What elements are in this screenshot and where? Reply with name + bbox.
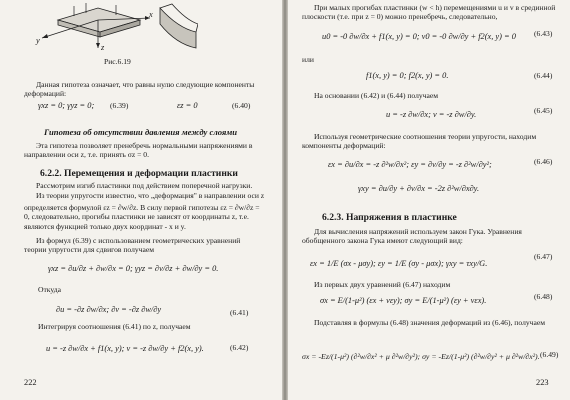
hypothesis-heading: Гипотеза об отсутствии давления между слоями [44, 127, 238, 137]
equation-6-45: u = -z ∂w/∂x; v = -z ∂w/∂y. [386, 110, 477, 119]
equation-number: (6.42) [230, 343, 249, 352]
axis-x-label: x [149, 10, 153, 19]
paragraph: Используя геометрические соотношения теории упругости, находим компоненты деформаций: [302, 132, 537, 151]
right-page [288, 0, 570, 400]
paragraph: или [302, 55, 314, 64]
paragraph: Подставляя в формулы (6.48) значения деформаций из (6.46), получаем [314, 318, 546, 327]
equation-number: (6.45) [534, 106, 553, 115]
paragraph: Из теории упругости известно, что „деформация" в направлении оси z [36, 191, 265, 200]
equation-number: (6.44) [534, 71, 553, 80]
figure-caption: Рис.6.19 [104, 57, 131, 66]
paragraph: определяется формулой εz = ∂w/∂z. В силу первой гипотезы εz = ∂w/∂z = 0, следовательно, прогибы пластинки не зависят от координаты z, т.е. являются функцией только двух координат - x и y. [24, 203, 260, 231]
equation-shear: γxz = ∂u/∂z + ∂w/∂x = 0; γyz = ∂v/∂z + ∂w/∂y = 0. [48, 264, 219, 273]
equation-6-41: ∂u = -∂z ∂w/∂x; ∂v = -∂z ∂w/∂y [56, 305, 162, 314]
equation-6-40: εz = 0 [177, 101, 198, 110]
paragraph: При малых прогибах пластинки (w < h) перемещениями u и v в срединной плоскости (т.е. при z = 0) можно пренебречь, следовательно, [302, 3, 556, 22]
paragraph: Из первых двух уравнений (6.47) находим [314, 280, 451, 289]
equation-6-46a: εx = ∂u/∂x = -z ∂²w/∂x²; εy = ∂v/∂y = -z ∂²w/∂y²; [328, 160, 492, 169]
section-heading: 6.2.2. Перемещения и деформации пластинки [40, 168, 238, 179]
equation-number: (6.48) [534, 292, 553, 301]
page-number: 223 [536, 378, 549, 387]
page-number: 222 [24, 378, 37, 387]
equation-6-47: εx = 1/E (σx - μσy); εy = 1/E (σy - μσx); γxy = τxy/G. [310, 259, 488, 268]
section-heading: 6.2.3. Напряжения в пластинке [322, 212, 457, 223]
axis-z-label: z [101, 43, 105, 52]
y-axis-arrow [42, 34, 48, 38]
equation-number: (6.47) [534, 252, 553, 261]
equation-number: (6.46) [534, 157, 553, 166]
equation-number: (6.49) [540, 350, 559, 359]
equation-6-43: u0 = -0 ∂w/∂x + f1(x, y) = 0; v0 = -0 ∂w/∂y + f2(x, y) = 0 [322, 32, 516, 41]
left-page [0, 0, 282, 400]
z-axis-arrow [96, 43, 100, 48]
paragraph: На основании (6.42) и (6.44) получаем [314, 91, 439, 100]
equation-6-44: f1(x, y) = 0; f2(x, y) = 0. [366, 71, 449, 80]
equation-number: (6.41) [230, 308, 249, 317]
paragraph: Интегрируя соотношения (6.41) по z, получаем [38, 322, 191, 331]
paragraph: Данная гипотеза означает, что равны нулю следующие компоненты деформаций: [24, 80, 255, 99]
equation-number: (6.43) [534, 29, 553, 38]
plate-figure [28, 2, 198, 54]
paragraph: Эта гипотеза позволяет пренебречь нормальными напряжениями в направлении оси z, т.е. принять σz = 0. [24, 141, 253, 160]
equation-6-49: σx = -Ez/(1-μ²) (∂²w/∂x² + μ ∂²w/∂y²); σy = -Ez/(1-μ²) (∂²w/∂y² + μ ∂²w/∂x²). [302, 352, 540, 361]
bent-plate [160, 8, 196, 48]
axis-y-label: y [36, 36, 40, 45]
paragraph: Для вычисления напряжений используем закон Гука. Уравнения обобщенного закона Гука имеют следующий вид: [302, 227, 522, 246]
equation-number: (6.39) [110, 101, 129, 110]
equation-6-39: γxz = 0; γyz = 0; [38, 101, 95, 110]
paragraph: Рассмотрим изгиб пластинки под действием поперечной нагрузки. [36, 181, 253, 190]
equation-6-46b: γxy = ∂u/∂y + ∂v/∂x = -2z ∂²w/∂x∂y. [358, 184, 480, 193]
equation-number: (6.40) [232, 101, 251, 110]
equation-6-48: σx = E/(1-μ²) (εx + νεy); σy = E/(1-μ²) (εy + νεx). [320, 296, 487, 305]
equation-6-42: u = -z ∂w/∂x + f1(x, y); v = -z ∂w/∂y + f2(x, y). [46, 344, 204, 353]
paragraph: Из формул (6.39) с использованием геометрических уравнений теории упругости для сдвигов получаем [24, 236, 241, 255]
paragraph: Откуда [38, 285, 61, 294]
